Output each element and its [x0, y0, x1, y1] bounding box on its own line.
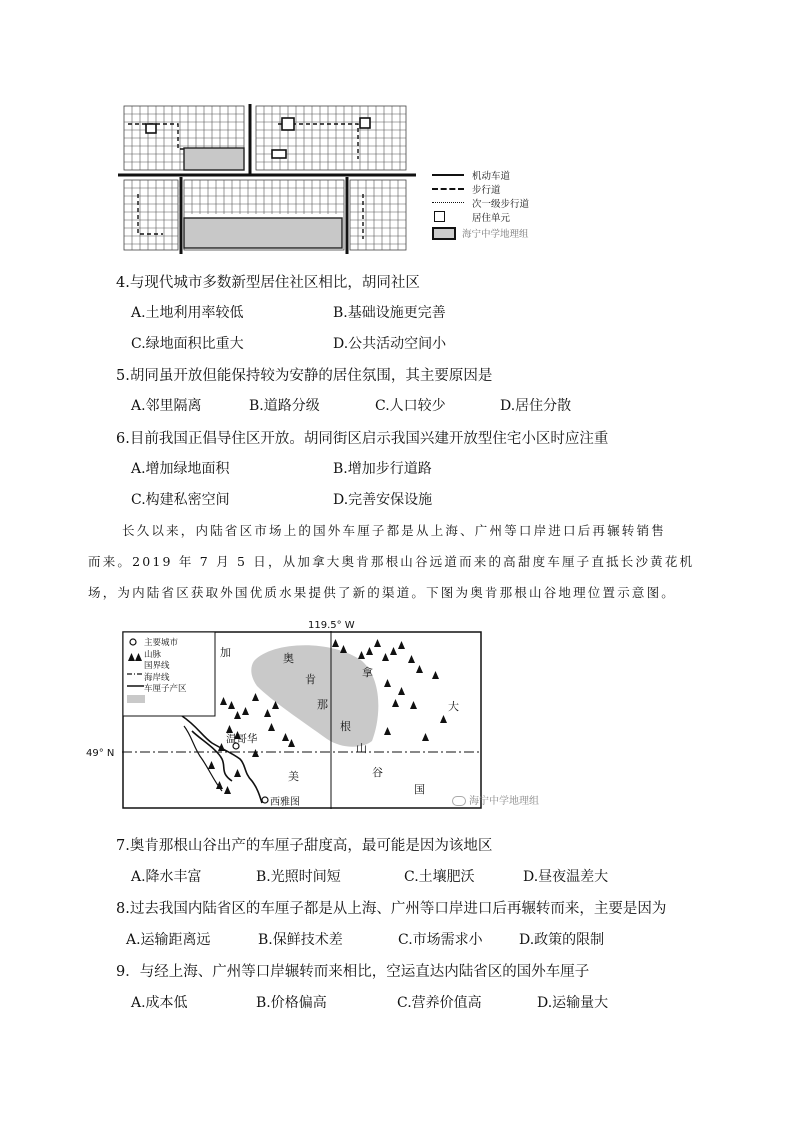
question-6-option-c[interactable]: C.构建私密空间	[131, 492, 230, 508]
question-4-option-d[interactable]: D.公共活动空间小	[333, 336, 447, 352]
longitude-label: 119.5° W	[308, 620, 355, 631]
question-8-option-b[interactable]: B.保鲜技术差	[258, 932, 343, 948]
valley-char-6: 谷	[372, 766, 383, 779]
question-8-option-a[interactable]: A.运输距离远	[126, 932, 211, 948]
valley-char-5: 山	[356, 742, 367, 755]
question-9-option-a[interactable]: A.成本低	[131, 995, 188, 1011]
question-9-option-c[interactable]: C.营养价值高	[397, 995, 482, 1011]
city-vancouver: 温哥华	[226, 733, 258, 745]
question-8-option-d[interactable]: D.政策的限制	[519, 932, 605, 948]
question-8-option-c[interactable]: C.市场需求小	[398, 932, 483, 948]
okanagan-map-legend: 主要城市 山脉 国界线 海岸线 车厘子产区	[144, 638, 187, 694]
legend-public-space: 海宁中学地理组	[432, 226, 572, 240]
label-mei: 美	[288, 770, 299, 783]
legend-walkway: 步行道	[432, 182, 572, 196]
question-5-option-b[interactable]: B.道路分级	[249, 398, 320, 414]
question-4-option-a[interactable]: A.土地利用率较低	[131, 305, 244, 321]
question-7-option-b[interactable]: B.光照时间短	[256, 869, 341, 885]
valley-char-3: 那	[317, 698, 328, 711]
question-5-option-a[interactable]: A.邻里隔离	[131, 398, 202, 414]
legend-secondary-walkway: 次一级步行道	[432, 196, 572, 210]
question-9-stem: 9．与经上海、广州等口岸辗转而来相比，空运直达内陆省区的国外车厘子	[116, 964, 590, 980]
question-4-stem: 4.与现代城市多数新型居住社区相比，胡同社区	[116, 275, 420, 291]
passage-line-1: 长久以来，内陆省区市场上的国外车厘子都是从上海、广州等口岸进口后再辗转销售	[122, 523, 666, 538]
question-6-option-d[interactable]: D.完善安保设施	[333, 492, 433, 508]
question-4-option-b[interactable]: B.基础设施更完善	[333, 305, 446, 321]
question-5-stem: 5.胡同虽开放但能保持较为安静的居住氛围，其主要原因是	[116, 368, 493, 384]
city-seattle: 西雅图	[270, 797, 300, 808]
wechat-icon	[452, 796, 466, 806]
question-6-option-b[interactable]: B.增加步行道路	[333, 461, 432, 477]
question-8-stem: 8.过去我国内陆省区的车厘子都是从上海、广州等口岸进口后再辗转而来，主要是因为	[116, 901, 667, 917]
hutong-map-legend	[432, 168, 572, 240]
passage-line-3: 场，为内陆省区获取外国优质水果提供了新的渠道。下图为奥肯那根山谷地理位置示意图。	[88, 585, 677, 600]
question-4-option-c[interactable]: C.绿地面积比重大	[131, 336, 244, 352]
legend-residential-unit: 居住单元	[432, 210, 572, 226]
question-7-option-c[interactable]: C.土壤肥沃	[404, 869, 475, 885]
label-guo: 国	[414, 783, 425, 796]
latitude-label: 49° N	[86, 748, 115, 759]
passage-line-2: 而来。2019 年 7 月 5 日，从加拿大奥肯那根山谷远道而来的高甜度车厘子直抵长沙黄花机	[88, 554, 695, 569]
question-5-option-c[interactable]: C.人口较少	[375, 398, 446, 414]
question-6-option-a[interactable]: A.增加绿地面积	[131, 461, 230, 477]
valley-char-2: 肯	[305, 673, 316, 686]
question-7-option-a[interactable]: A.降水丰富	[131, 869, 202, 885]
label-jia: 加	[220, 646, 231, 659]
question-9-option-b[interactable]: B.价格偏高	[256, 995, 327, 1011]
hutong-map-figure	[118, 104, 418, 254]
question-5-option-d[interactable]: D.居住分散	[500, 398, 572, 414]
watermark: 海宁中学地理组	[452, 792, 539, 807]
label-da: 大	[448, 700, 459, 713]
question-7-option-d[interactable]: D.昼夜温差大	[523, 869, 609, 885]
label-na: 拿	[362, 666, 373, 679]
legend-motorway: 机动车道	[432, 168, 572, 182]
valley-char-1: 奥	[283, 652, 294, 665]
question-7-stem: 7.奥肯那根山谷出产的车厘子甜度高，最可能是因为该地区	[116, 838, 493, 854]
valley-char-4: 根	[340, 720, 351, 733]
question-9-option-d[interactable]: D.运输量大	[537, 995, 609, 1011]
question-6-stem: 6.目前我国正倡导住区开放。胡同街区启示我国兴建开放型住宅小区时应注重	[116, 431, 609, 447]
